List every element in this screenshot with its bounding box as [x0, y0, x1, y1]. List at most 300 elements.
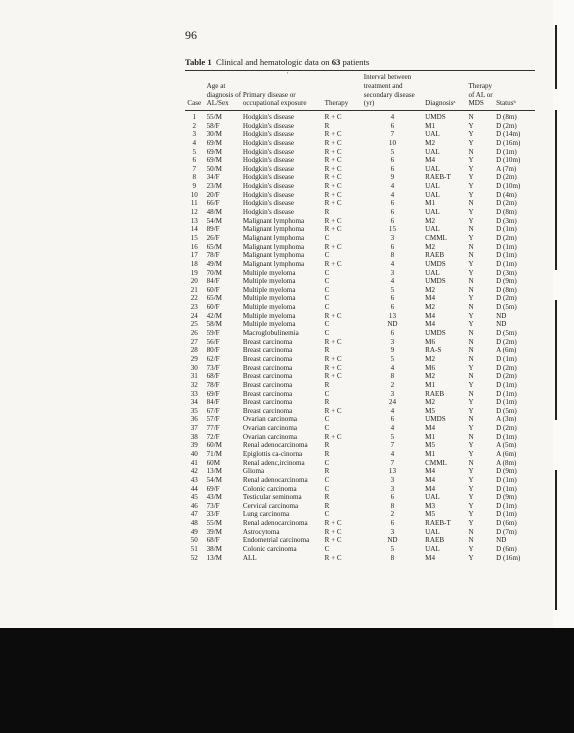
edge-line [555, 300, 557, 420]
cell-status: D (8m) [496, 113, 517, 121]
cell-case-number: 23 [190, 303, 198, 312]
cell-interval-years: 6 [390, 156, 395, 165]
cell-status: D (9m) [496, 277, 517, 286]
cell-case-number: 14 [190, 225, 198, 234]
cell-diagnosis: RAEB [425, 251, 445, 260]
header-primary-disease: Primary disease or occupational exposure [242, 90, 307, 108]
cell-interval-years: ND [387, 536, 398, 545]
cell-interval-years: 6 [390, 329, 395, 338]
cell-case-number: 8 [192, 173, 197, 182]
table-row [185, 260, 535, 269]
cell-status: D (16m) [496, 553, 521, 562]
cell-primary-disease: Breast carcinoma [242, 346, 293, 355]
cell-primary-disease: Hodgkin's disease [242, 199, 294, 208]
caption-text-end: patients [340, 57, 370, 67]
cell-diagnosis: UAL [425, 545, 440, 554]
cell-interval-years: 3 [390, 484, 395, 493]
cell-status: D (10m) [496, 182, 521, 191]
cell-interval-years: 24 [388, 398, 396, 407]
cell-age-sex: 34/F [206, 173, 220, 182]
cell-therapy: C [324, 424, 330, 433]
cell-interval-years: 6 [390, 519, 395, 528]
cell-status: D (1m) [496, 501, 517, 510]
cell-case-number: 33 [190, 389, 198, 398]
cell-primary-disease: Malignant lymphoma [242, 251, 305, 260]
cell-age-sex: 58/F [206, 121, 220, 130]
cell-diagnosis: RAEB [425, 389, 445, 398]
cell-therapy: R + C [324, 553, 342, 562]
cell-primary-disease: Hodgkin's disease [242, 156, 294, 165]
table-row [185, 312, 535, 321]
cell-age-sex: 72/F [206, 432, 220, 441]
cell-diagnosis: RAEB-T [425, 173, 451, 182]
cell-therapy: C [324, 268, 330, 277]
cell-therapy: C [324, 389, 330, 398]
cell-case-number: 43 [190, 475, 198, 484]
edge-line [555, 110, 557, 270]
header-status: Statusᵇ [496, 99, 516, 108]
cell-therapy-al: Y [468, 294, 474, 303]
cell-interval-years: 4 [390, 363, 395, 372]
cell-therapy-al: N [468, 354, 474, 363]
cell-age-sex: 80/F [206, 346, 220, 355]
cell-primary-disease: Renal adenocarcinoma [242, 519, 308, 528]
cell-primary-disease: Cervical carcinoma [242, 501, 299, 510]
table-row [185, 199, 535, 208]
cell-primary-disease: Multiple myeloma [242, 303, 296, 312]
cell-therapy: R + C [324, 138, 342, 147]
cell-interval-years: 6 [390, 164, 395, 173]
cell-therapy-al: N [468, 285, 474, 294]
cell-diagnosis: M2 [425, 138, 436, 147]
cell-therapy: R [324, 346, 330, 355]
cell-therapy-al: Y [468, 493, 474, 502]
cell-primary-disease: Multiple myeloma [242, 311, 296, 320]
cell-therapy-al: Y [468, 449, 474, 458]
table-row [185, 191, 535, 200]
cell-case-number: 47 [190, 510, 198, 519]
cell-primary-disease: Breast carcinoma [242, 406, 293, 415]
cell-therapy-al: Y [468, 501, 474, 510]
cell-therapy-al: N [468, 242, 474, 251]
cell-primary-disease: Glioma [242, 467, 265, 476]
table-row [185, 476, 535, 485]
caption-text: Clinical and hematologic data on [215, 57, 332, 67]
cell-therapy: C [324, 320, 330, 329]
cell-therapy-al: Y [468, 233, 474, 242]
edge-line [555, 470, 557, 610]
cell-age-sex: 58/M [206, 320, 222, 329]
cell-therapy-al: Y [468, 475, 474, 484]
cell-primary-disease: ALL [242, 553, 257, 562]
cell-diagnosis: M2 [425, 216, 436, 225]
cell-status: D (1m) [496, 147, 517, 156]
cell-status: D (4m) [496, 190, 517, 199]
cell-therapy-al: Y [468, 553, 474, 562]
cell-age-sex: 65/M [206, 294, 222, 303]
cell-age-sex: 50/M [206, 164, 222, 173]
cell-case-number: 7 [192, 164, 197, 173]
cell-diagnosis: M4 [425, 424, 436, 433]
cell-primary-disease: Breast carcinoma [242, 354, 293, 363]
cell-case-number: 27 [190, 337, 198, 346]
cell-primary-disease: Breast carcinoma [242, 380, 293, 389]
cell-age-sex: 48/M [206, 208, 222, 217]
table-body [185, 113, 535, 562]
cell-age-sex: 68/F [206, 372, 220, 381]
cell-therapy-al: N [468, 372, 474, 381]
cell-interval-years: 4 [390, 424, 395, 433]
cell-interval-years: 5 [390, 432, 395, 441]
cell-case-number: 1 [192, 113, 197, 121]
cell-therapy: R + C [324, 147, 342, 156]
cell-case-number: 29 [190, 354, 198, 363]
cell-primary-disease: Malignant lymphoma [242, 259, 305, 268]
cell-diagnosis: M4 [425, 467, 436, 476]
cell-interval-years: 4 [390, 277, 395, 286]
cell-interval-years: 8 [390, 501, 395, 510]
cell-primary-disease: Malignant lymphoma [242, 225, 305, 234]
cell-diagnosis: UMDS [425, 415, 446, 424]
cell-therapy: R [324, 208, 330, 217]
cell-diagnosis: M5 [425, 441, 436, 450]
cell-diagnosis: UMDS [425, 113, 446, 121]
cell-age-sex: 49/M [206, 259, 222, 268]
cell-primary-disease: Hodgkin's disease [242, 182, 294, 191]
cell-case-number: 13 [190, 216, 198, 225]
cell-status: D (1m) [496, 432, 517, 441]
table-row [185, 459, 535, 468]
header-age-sex: Age at diagnosis of AL/Sex [206, 82, 242, 108]
cell-case-number: 49 [190, 527, 198, 536]
cell-age-sex: 78/F [206, 251, 220, 260]
cell-diagnosis: M4 [425, 294, 436, 303]
cell-primary-disease: Ovarian carcinoma [242, 432, 298, 441]
cell-diagnosis: UAL [425, 268, 440, 277]
cell-therapy-al: Y [468, 519, 474, 528]
cell-status: D (1m) [496, 354, 517, 363]
cell-therapy-al: N [468, 458, 474, 467]
cell-diagnosis: M4 [425, 484, 436, 493]
cell-diagnosis: M4 [425, 475, 436, 484]
cell-therapy-al: N [468, 389, 474, 398]
cell-interval-years: 4 [390, 182, 395, 191]
cell-age-sex: 54/M [206, 216, 222, 225]
cell-status: D (14m) [496, 130, 521, 139]
cell-age-sex: 89/F [206, 225, 220, 234]
table-row [185, 502, 535, 511]
cell-interval-years: 6 [390, 493, 395, 502]
cell-diagnosis: M2 [425, 285, 436, 294]
cell-diagnosis: UAL [425, 208, 440, 217]
cell-therapy: C [324, 294, 330, 303]
table-row [185, 372, 535, 381]
cell-status: D (2m) [496, 424, 517, 433]
cell-interval-years: 4 [390, 113, 395, 121]
cell-primary-disease: Hodgkin's disease [242, 130, 294, 139]
cell-interval-years: 2 [390, 380, 395, 389]
cell-therapy: R + C [324, 527, 342, 536]
cell-therapy-al: Y [468, 320, 474, 329]
cell-status: D (1m) [496, 398, 517, 407]
cell-status: D (2m) [496, 337, 517, 346]
cell-age-sex: 60/F [206, 285, 220, 294]
cell-therapy-al: Y [468, 268, 474, 277]
table-row [185, 364, 535, 373]
cell-primary-disease: Epiglottis ca-cinorna [242, 449, 303, 458]
cell-case-number: 31 [190, 372, 198, 381]
cell-primary-disease: Breast carcinoma [242, 398, 293, 407]
table-row [185, 243, 535, 252]
cell-age-sex: 43/M [206, 493, 222, 502]
cell-diagnosis: M1 [425, 199, 436, 208]
table-top-rule [185, 70, 535, 71]
cell-case-number: 37 [190, 424, 198, 433]
cell-status: D (3m) [496, 216, 517, 225]
cell-interval-years: 13 [388, 467, 396, 476]
cell-age-sex: 62/F [206, 354, 220, 363]
cell-therapy: C [324, 285, 330, 294]
cell-primary-disease: Ovarian carcinoma [242, 424, 298, 433]
cell-diagnosis: UAL [425, 225, 440, 234]
cell-case-number: 44 [190, 484, 198, 493]
cell-case-number: 22 [190, 294, 198, 303]
cell-status: A (6m) [496, 346, 517, 355]
table-row [185, 450, 535, 459]
cell-diagnosis: UAL [425, 190, 440, 199]
cell-age-sex: 54/M [206, 475, 222, 484]
cell-primary-disease: Hodgkin's disease [242, 190, 294, 199]
cell-therapy: R + C [324, 354, 342, 363]
cell-primary-disease: Multiple myeloma [242, 268, 296, 277]
cell-therapy-al: Y [468, 311, 474, 320]
table-row [185, 390, 535, 399]
cell-diagnosis: M4 [425, 156, 436, 165]
table-row [185, 130, 535, 139]
cell-age-sex: 71/M [206, 449, 222, 458]
cell-therapy-al: N [468, 303, 474, 312]
cell-interval-years: 4 [390, 259, 395, 268]
table-row [185, 251, 535, 260]
table-row [185, 217, 535, 226]
cell-interval-years: 5 [390, 285, 395, 294]
cell-primary-disease: Renal adenocarcinoma [242, 475, 308, 484]
cell-interval-years: 3 [390, 389, 395, 398]
cell-age-sex: 23/M [206, 182, 222, 191]
cell-therapy: R [324, 121, 330, 130]
cell-primary-disease: Malignant lymphoma [242, 233, 305, 242]
cell-status: D (1m) [496, 389, 517, 398]
cell-status: D (5m) [496, 329, 517, 338]
cell-age-sex: 55/M [206, 519, 222, 528]
cell-therapy: R [324, 449, 330, 458]
cell-diagnosis: M5 [425, 510, 436, 519]
cell-therapy: R [324, 398, 330, 407]
cell-age-sex: 73/F [206, 501, 220, 510]
cell-therapy-al: N [468, 346, 474, 355]
cell-diagnosis: M5 [425, 406, 436, 415]
cell-therapy: R + C [324, 190, 342, 199]
cell-therapy: R [324, 501, 330, 510]
cell-case-number: 12 [190, 208, 198, 217]
cell-case-number: 15 [190, 233, 198, 242]
cell-therapy-al: Y [468, 510, 474, 519]
cell-therapy-al: N [468, 415, 474, 424]
cell-interval-years: 3 [390, 475, 395, 484]
cell-case-number: 9 [192, 182, 197, 191]
cell-therapy-al: Y [468, 424, 474, 433]
cell-diagnosis: CMML [425, 458, 447, 467]
cell-therapy-al: Y [468, 441, 474, 450]
cell-age-sex: 60M [206, 458, 221, 467]
cell-therapy-al: Y [468, 138, 474, 147]
cell-primary-disease: Hodgkin's disease [242, 147, 294, 156]
cell-status: A (7m) [496, 164, 517, 173]
table-row [185, 165, 535, 174]
cell-therapy-al: Y [468, 484, 474, 493]
cell-age-sex: 68/F [206, 536, 220, 545]
cell-age-sex: 13/M [206, 467, 222, 476]
cell-therapy-al: Y [468, 259, 474, 268]
cell-age-sex: 26/F [206, 233, 220, 242]
cell-primary-disease: Breast carcinoma [242, 372, 293, 381]
cell-age-sex: 55/M [206, 113, 222, 121]
cell-therapy-al: N [468, 432, 474, 441]
cell-therapy-al: Y [468, 467, 474, 476]
clinical-data-table [185, 72, 535, 562]
cell-status: D (1m) [496, 259, 517, 268]
table-row [185, 346, 535, 355]
cell-case-number: 39 [190, 441, 198, 450]
cell-therapy-al: N [468, 113, 474, 121]
cell-interval-years: 7 [390, 130, 395, 139]
cell-age-sex: 69/M [206, 138, 222, 147]
table-row [185, 208, 535, 217]
cell-therapy-al: N [468, 147, 474, 156]
table-row [185, 398, 535, 407]
cell-therapy-al: Y [468, 380, 474, 389]
cell-therapy: R + C [324, 216, 342, 225]
cell-case-number: 19 [190, 268, 198, 277]
caption-label: Table 1 [185, 57, 212, 67]
table-row [185, 407, 535, 416]
cell-age-sex: 77/F [206, 424, 220, 433]
table-row [185, 528, 535, 537]
cell-therapy: C [324, 329, 330, 338]
cell-diagnosis: RAEB [425, 536, 445, 545]
cell-diagnosis: M1 [425, 121, 436, 130]
cell-case-number: 20 [190, 277, 198, 286]
cell-status: D (1m) [496, 225, 517, 234]
cell-age-sex: 59/F [206, 329, 220, 338]
cell-case-number: 30 [190, 363, 198, 372]
cell-case-number: 52 [190, 553, 198, 562]
cell-interval-years: 3 [390, 268, 395, 277]
cell-primary-disease: Colonic carcinoma [242, 545, 297, 554]
cell-interval-years: 2 [390, 510, 395, 519]
cell-status: D (5m) [496, 406, 517, 415]
cell-therapy-al: N [468, 536, 474, 545]
cell-age-sex: 56/F [206, 337, 220, 346]
cell-primary-disease: Renal adenocarcinoma [242, 441, 308, 450]
cell-case-number: 16 [190, 242, 198, 251]
cell-therapy: C [324, 233, 330, 242]
cell-therapy-al: Y [468, 216, 474, 225]
cell-case-number: 35 [190, 406, 198, 415]
cell-age-sex: 33/F [206, 510, 220, 519]
cell-age-sex: 42/M [206, 311, 222, 320]
cell-interval-years: 9 [390, 346, 395, 355]
table-row [185, 294, 535, 303]
cell-status: D (16m) [496, 138, 521, 147]
cell-interval-years: 4 [390, 406, 395, 415]
cell-status: D (1m) [496, 380, 517, 389]
cell-diagnosis: M2 [425, 398, 436, 407]
table-row [185, 545, 535, 554]
cell-status: ND [496, 311, 507, 320]
cell-diagnosis: UMDS [425, 277, 446, 286]
cell-age-sex: 20/F [206, 190, 220, 199]
cell-diagnosis: M6 [425, 363, 436, 372]
cell-primary-disease: Malignant lymphoma [242, 216, 305, 225]
cell-primary-disease: Multiple myeloma [242, 320, 296, 329]
cell-diagnosis: M4 [425, 320, 436, 329]
cell-therapy: R [324, 380, 330, 389]
cell-age-sex: 69/F [206, 484, 220, 493]
table-row [185, 433, 535, 442]
header-diagnosis: Diagnosisᵃ [425, 99, 456, 108]
cell-case-number: 46 [190, 501, 198, 510]
cell-therapy-al: N [468, 337, 474, 346]
cell-status: D (1m) [496, 475, 517, 484]
cell-interval-years: 3 [390, 337, 395, 346]
cell-therapy-al: N [468, 329, 474, 338]
cell-therapy-al: Y [468, 545, 474, 554]
cell-case-number: 32 [190, 380, 198, 389]
table-row [185, 286, 535, 295]
cell-interval-years: 13 [388, 311, 396, 320]
table-row [185, 225, 535, 234]
cell-status: D (1m) [496, 510, 517, 519]
cell-primary-disease: Colonic carcinoma [242, 484, 297, 493]
cell-diagnosis: UAL [425, 130, 440, 139]
cell-therapy: R + C [324, 363, 342, 372]
header-therapy-al: Therapy of AL or MDS [468, 82, 493, 108]
cell-case-number: 4 [192, 138, 197, 147]
cell-interval-years: 6 [390, 303, 395, 312]
cell-therapy: C [324, 545, 330, 554]
cell-interval-years: 5 [390, 545, 395, 554]
cell-therapy-al: Y [468, 173, 474, 182]
cell-therapy: R + C [324, 199, 342, 208]
cell-interval-years: 6 [390, 121, 395, 130]
cell-primary-disease: Breast carcinoma [242, 389, 293, 398]
cell-diagnosis: M2 [425, 372, 436, 381]
cell-status: D (6m) [496, 519, 517, 528]
table-row [185, 113, 535, 122]
cell-primary-disease: Multiple myeloma [242, 277, 296, 286]
cell-diagnosis: UAL [425, 493, 440, 502]
cell-interval-years: 6 [390, 294, 395, 303]
cell-primary-disease: Hodgkin's disease [242, 138, 294, 147]
cell-primary-disease: Malignant lymphoma [242, 242, 305, 251]
scan-mark: ′ [287, 71, 289, 79]
cell-age-sex: 73/F [206, 363, 220, 372]
table-row [185, 122, 535, 131]
cell-status: A (8m) [496, 458, 517, 467]
cell-case-number: 38 [190, 432, 198, 441]
cell-primary-disease: Hodgkin's disease [242, 173, 294, 182]
